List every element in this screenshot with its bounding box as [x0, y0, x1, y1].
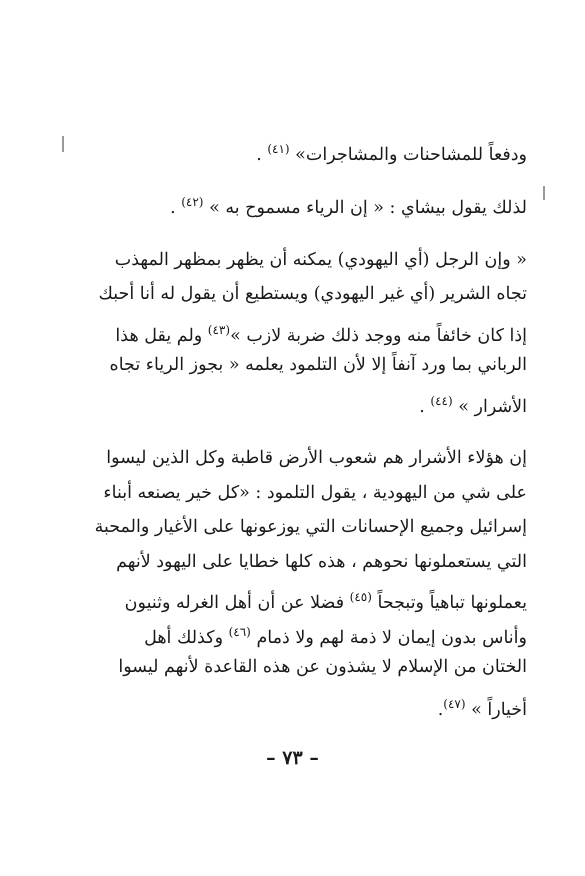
text-line: يعملونها تباهياً وتبجحاً $^{(٤٥)}$ فضلا عن أن أهل الغرله وثنيون	[124, 590, 527, 613]
text-line: « وإن الرجل (أي اليهودي) يمكنه أن يظهر بمظهر المهذب	[114, 250, 527, 270]
text-line: تجاه الشرير (أي غير اليهودي) ويستطيع أن يقول له أنا أحبك	[98, 284, 527, 304]
margin-mark	[543, 186, 545, 200]
footnote-reference: (٤١)	[267, 142, 290, 156]
text-line: لذلك يقول بيشاي : « إن الرياء مسموح به » $^{(٤٢)}$ .	[170, 195, 527, 218]
text-line: الأشرار » $^{(٤٤)}$ .	[419, 394, 527, 417]
text-line: وأناس بدون إيمان لا ذمة لهم ولا ذمام $^{(٤٦)}$ وكذلك أهل	[144, 625, 527, 648]
footnote-reference: (٤٥)	[349, 590, 372, 604]
text-line: على شي من اليهودية ، يقول التلمود : «كل خير يصنعه أبناء	[103, 483, 527, 503]
footnote-reference: (٤٣)	[207, 323, 231, 337]
text-line: ودفعاً للمشاحنات والمشاجرات» $^{(٤١)}$ .	[256, 142, 527, 165]
text-line: إذا كان خائفاً منه ووجد ذلك ضربة لازب »$^{(٤٣)}$ ولم يقل هذا	[115, 323, 527, 346]
text-line: الختان من الإسلام لا يشذون عن هذه القاعدة لأنهم ليسوا	[118, 657, 527, 677]
footnote-reference: (٤٧)	[443, 697, 466, 711]
text-line: إن هؤلاء الأشرار هم شعوب الأرض قاطبة وكل الذين ليسوا	[106, 448, 527, 468]
text-line: إسرائيل وجميع الإحسانات التي يوزعونها على الأغيار والمحبة	[94, 517, 527, 537]
footnote-reference: (٤٢)	[181, 195, 204, 209]
page-number: – ٧٣ –	[266, 747, 319, 769]
text-line: التي يستعملونها نحوهم ، هذه كلها خطايا على اليهود لأنهم	[116, 552, 527, 572]
footnote-reference: (٤٤)	[430, 394, 453, 408]
text-line: الرباني بما ورد آنفاً إلا لأن التلمود يعلمه « بجوز الرياء تجاه	[109, 355, 527, 375]
footnote-reference: (٤٦)	[228, 625, 251, 639]
text-line: أخياراً » $^{(٤٧)}$.	[437, 697, 527, 720]
